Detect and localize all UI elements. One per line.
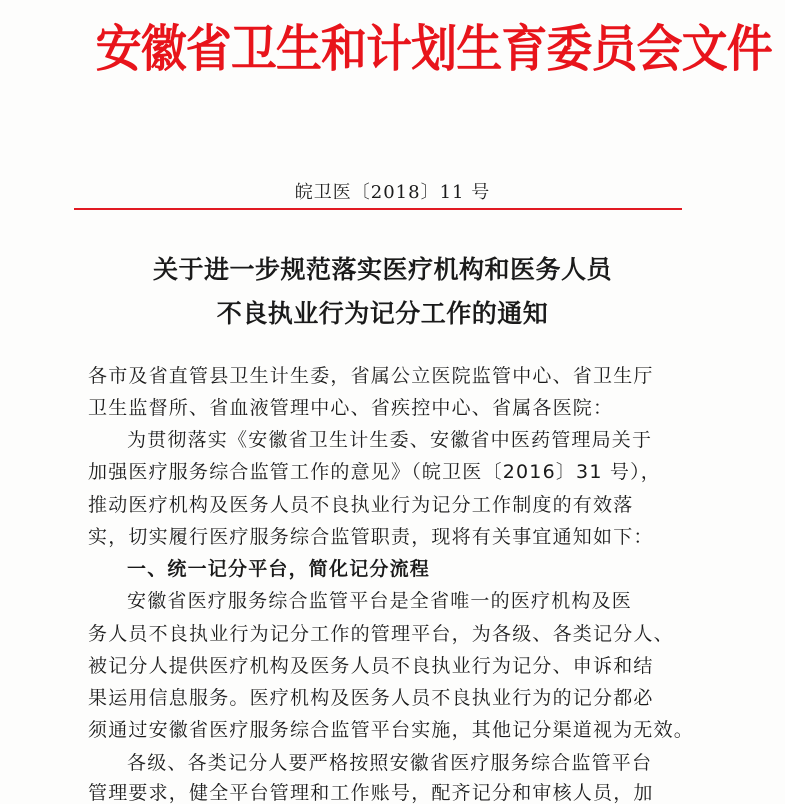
notice-title-line-2: 不良执业行为记分工作的通知 [216,299,549,328]
notice-title-line-1: 关于进一步规范落实医疗机构和医务人员 [152,255,612,284]
body-text-line: 务人员不良执业行为记分工作的管理平台，为各级、各类记分人、 [88,623,674,645]
body-text-line: 须通过安徽省医疗服务综合监管平台实施，其他记分渠道视为无效。 [88,719,695,741]
body-text-line: 实，切实履行医疗服务综合监管职责，现将有关事宜通知如下： [88,526,654,548]
body-text-line: 卫生监督所、省血液管理中心、省疾控中心、省属各医院： [88,397,614,419]
body-text-line: 安徽省医疗服务综合监管平台是全省唯一的医疗机构及医 [127,590,633,612]
section-heading: 一、统一记分平台，简化记分流程 [127,558,431,580]
body-text-line: 管理要求，健全平台管理和工作账号，配齐记分和审核人员，加 [88,782,654,804]
red-divider-line [74,208,682,210]
document-header-title: 安徽省卫生和计划生育委员会文件 [95,19,772,78]
body-text-line: 加强医疗服务综合监管工作的意见》（皖卫医〔2016〕31 号）， [88,461,661,483]
body-text-line: 果运用信息服务。医疗机构及医务人员不良执业行为的记分都必 [88,687,654,709]
body-text-line: 推动医疗机构及医务人员不良执业行为记分工作制度的有效落 [88,494,634,516]
document-number: 皖卫医〔2018〕11 号 [294,182,491,203]
body-text-line: 被记分人提供医疗机构及医务人员不良执业行为记分、申诉和结 [88,655,654,677]
body-text-line: 为贯彻落实《安徽省卫生计生委、安徽省中医药管理局关于 [127,429,653,451]
body-text-line: 各级、各类记分人要严格按照安徽省医疗服务综合监管平台 [127,752,653,774]
body-text-line: 各市及省直管县卫生计生委，省属公立医院监管中心、省卫生厅 [88,365,654,387]
